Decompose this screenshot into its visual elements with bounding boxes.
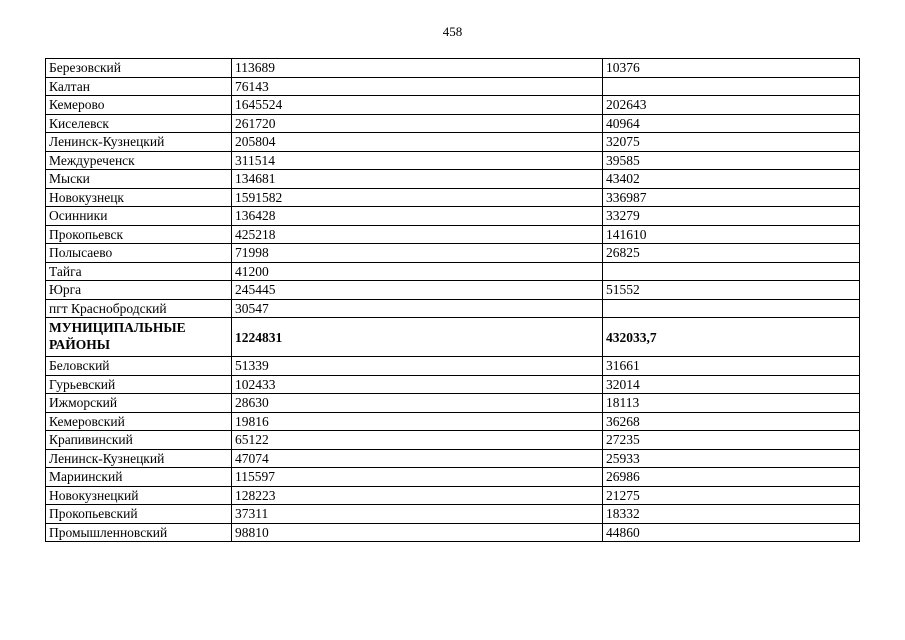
- table-body-group: [46, 318, 860, 357]
- table-row: [46, 262, 860, 281]
- value1-cell: 1645524: [232, 96, 603, 115]
- table-row: [46, 523, 860, 542]
- value1-cell: 134681: [232, 170, 603, 189]
- table-row: [46, 505, 860, 524]
- name-cell: Междуреченск: [46, 151, 232, 170]
- table-row: [46, 151, 860, 170]
- value2-cell: 27235: [603, 431, 860, 450]
- name-cell: Ленинск-Кузнецкий: [46, 133, 232, 152]
- group-value2-cell: 432033,7: [603, 318, 860, 357]
- value2-cell: 51552: [603, 281, 860, 300]
- value2-cell: 32075: [603, 133, 860, 152]
- group-value1-cell: 1224831: [232, 318, 603, 357]
- table-row: [46, 412, 860, 431]
- value2-cell: 10376: [603, 59, 860, 78]
- table-row: [46, 188, 860, 207]
- name-cell: Киселевск: [46, 114, 232, 133]
- value2-cell: 43402: [603, 170, 860, 189]
- page-number: 458: [442, 24, 463, 39]
- name-cell: Ленинск-Кузнецкий: [46, 449, 232, 468]
- value2-cell: 25933: [603, 449, 860, 468]
- table-row: [46, 281, 860, 300]
- value2-cell: 18113: [603, 394, 860, 413]
- table-row: [46, 244, 860, 263]
- table-row: [46, 96, 860, 115]
- name-cell: Гурьевский: [46, 375, 232, 394]
- value2-cell: 21275: [603, 486, 860, 505]
- table-row: [46, 207, 860, 226]
- table-row: [46, 486, 860, 505]
- table-row: [46, 394, 860, 413]
- group-name-cell: МУНИЦИПАЛЬНЫЕ РАЙОНЫ: [46, 318, 232, 357]
- name-cell: Беловский: [46, 357, 232, 376]
- value1-cell: 19816: [232, 412, 603, 431]
- table-row: [46, 468, 860, 487]
- value1-cell: 98810: [232, 523, 603, 542]
- value2-cell: 39585: [603, 151, 860, 170]
- name-cell: Кемерово: [46, 96, 232, 115]
- value1-cell: 311514: [232, 151, 603, 170]
- name-cell: Мыски: [46, 170, 232, 189]
- value2-cell: [603, 299, 860, 318]
- value2-cell: 44860: [603, 523, 860, 542]
- value1-cell: 115597: [232, 468, 603, 487]
- table-body-districts: [46, 357, 860, 542]
- value2-cell: 32014: [603, 375, 860, 394]
- name-cell: Юрга: [46, 281, 232, 300]
- value2-cell: 26986: [603, 468, 860, 487]
- name-cell: Кемеровский: [46, 412, 232, 431]
- name-cell: Мариинский: [46, 468, 232, 487]
- value1-cell: 261720: [232, 114, 603, 133]
- group-header-row: [46, 318, 860, 357]
- name-cell: Тайга: [46, 262, 232, 281]
- value2-cell: 26825: [603, 244, 860, 263]
- table-row: [46, 170, 860, 189]
- table-body-urban: [46, 59, 860, 318]
- value1-cell: 41200: [232, 262, 603, 281]
- value2-cell: [603, 262, 860, 281]
- table-row: [46, 59, 860, 78]
- value2-cell: 141610: [603, 225, 860, 244]
- table-row: [46, 114, 860, 133]
- value1-cell: 51339: [232, 357, 603, 376]
- value1-cell: 71998: [232, 244, 603, 263]
- value2-cell: 202643: [603, 96, 860, 115]
- value1-cell: 76143: [232, 77, 603, 96]
- value1-cell: 37311: [232, 505, 603, 524]
- name-cell: Прокопьевск: [46, 225, 232, 244]
- name-cell: Ижморский: [46, 394, 232, 413]
- name-cell: Осинники: [46, 207, 232, 226]
- name-cell: Новокузнецк: [46, 188, 232, 207]
- value1-cell: 245445: [232, 281, 603, 300]
- name-cell: Промышленновский: [46, 523, 232, 542]
- value2-cell: 40964: [603, 114, 860, 133]
- table-row: [46, 449, 860, 468]
- table-row: [46, 375, 860, 394]
- value1-cell: 30547: [232, 299, 603, 318]
- value2-cell: 336987: [603, 188, 860, 207]
- value1-cell: 136428: [232, 207, 603, 226]
- table-row: [46, 225, 860, 244]
- value2-cell: 36268: [603, 412, 860, 431]
- table-row: [46, 299, 860, 318]
- name-cell: пгт Краснобродский: [46, 299, 232, 318]
- value2-cell: 31661: [603, 357, 860, 376]
- table-row: [46, 133, 860, 152]
- value2-cell: 18332: [603, 505, 860, 524]
- name-cell: Калтан: [46, 77, 232, 96]
- name-cell: Полысаево: [46, 244, 232, 263]
- name-cell: Прокопьевский: [46, 505, 232, 524]
- value1-cell: 1591582: [232, 188, 603, 207]
- table-row: [46, 431, 860, 450]
- value1-cell: 102433: [232, 375, 603, 394]
- value1-cell: 205804: [232, 133, 603, 152]
- name-cell: Березовский: [46, 59, 232, 78]
- value1-cell: 113689: [232, 59, 603, 78]
- value1-cell: 47074: [232, 449, 603, 468]
- value1-cell: 128223: [232, 486, 603, 505]
- value1-cell: 425218: [232, 225, 603, 244]
- value2-cell: [603, 77, 860, 96]
- data-table: [45, 58, 860, 542]
- table-row: [46, 77, 860, 96]
- name-cell: Крапивинский: [46, 431, 232, 450]
- name-cell: Новокузнецкий: [46, 486, 232, 505]
- value2-cell: 33279: [603, 207, 860, 226]
- value1-cell: 65122: [232, 431, 603, 450]
- value1-cell: 28630: [232, 394, 603, 413]
- table-row: [46, 357, 860, 376]
